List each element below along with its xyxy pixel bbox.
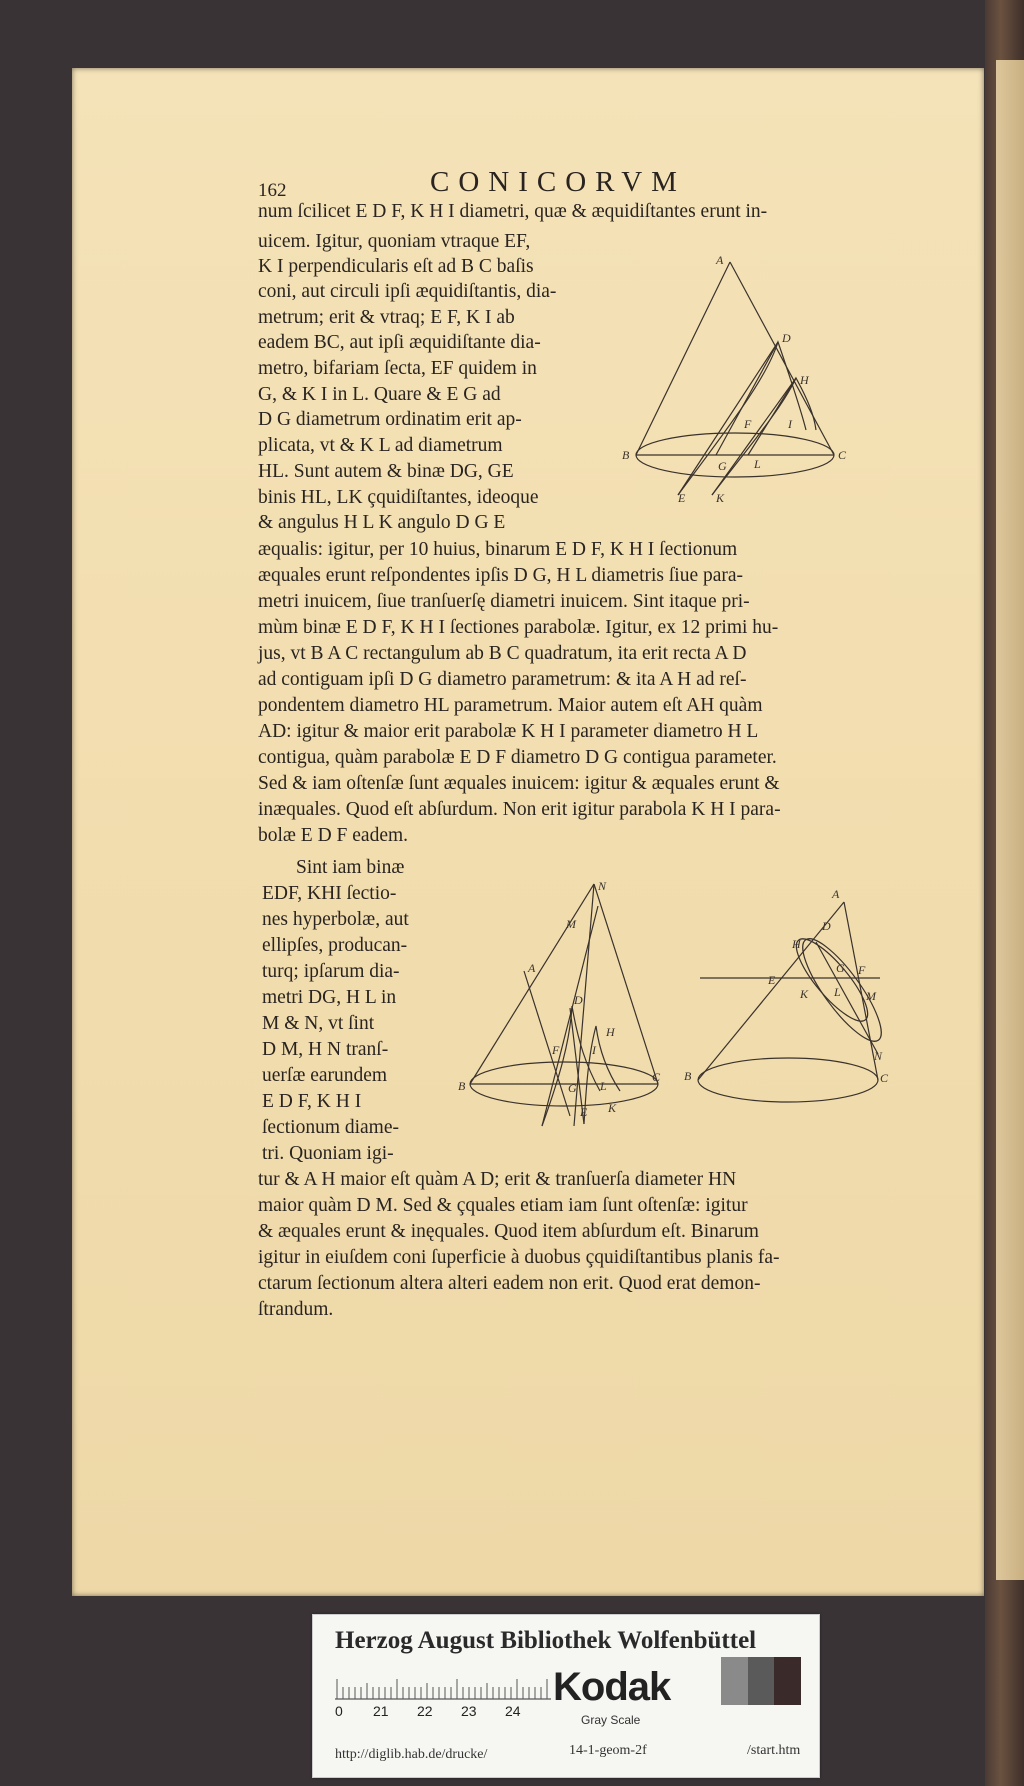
fig2-label-b: B xyxy=(458,1079,466,1093)
fig1-label-g: G xyxy=(718,459,727,473)
text-line: ſectionum diame- xyxy=(262,1117,399,1138)
ruler-number: 23 xyxy=(461,1703,477,1719)
scale-ruler xyxy=(335,1669,551,1701)
text-line: metrum; erit & vtraq; E F, K I ab xyxy=(258,307,515,328)
text-line: & angulus H L K angulo D G E xyxy=(258,512,506,533)
library-name: Herzog August Bibliothek Wolfenbüttel xyxy=(335,1627,757,1654)
url-shelfmark: 14-1-geom-2f xyxy=(569,1743,647,1758)
fig3-label-h: H xyxy=(792,937,801,951)
figure-cone-hyperbola xyxy=(460,876,676,1136)
text-line: ad contiguam ipſi D G diametro parametrum: & ita A H ad reſ- xyxy=(258,669,747,690)
ruler-number: 21 xyxy=(373,1703,389,1719)
text-line: tri. Quoniam igi- xyxy=(262,1143,394,1164)
fig3-label-f: F xyxy=(858,963,866,977)
text-line: ctarum ſectionum altera alteri eadem non erit. Quod erat demon- xyxy=(258,1273,761,1294)
fig1-label-e: E xyxy=(678,491,686,505)
fig3-label-k: K xyxy=(800,987,809,1001)
fig3-label-g: G xyxy=(836,961,845,975)
ruler-number: 24 xyxy=(505,1703,521,1719)
fig3-label-b: B xyxy=(684,1069,692,1083)
text-line: metri DG, H L in xyxy=(262,987,397,1008)
fig1-label-i: I xyxy=(788,417,792,431)
text-line: bolæ E D F eadem. xyxy=(258,825,409,846)
text-line: ellipſes, producan- xyxy=(262,935,408,956)
text-line: æquales erunt reſpondentes ipſis D G, H L diametris ſiue para- xyxy=(258,565,744,586)
running-title: CONICORVM xyxy=(430,166,686,198)
fig2-label-n: N xyxy=(598,879,607,893)
fig3-label-d: D xyxy=(822,919,831,933)
fig1-label-l: L xyxy=(754,457,761,471)
text-line: K I perpendicularis eſt ad B C baſis xyxy=(258,256,534,277)
text-line: AD: igitur & maior erit parabolæ K H I parameter diametro H L xyxy=(258,721,759,742)
fig3-label-n: N xyxy=(874,1049,883,1063)
text-line: inæquales. Quod eſt abſurdum. Non erit igitur parabola K H I para- xyxy=(258,799,781,820)
text-line: metri inuicem, ſiue tranſuerſę diametri inuicem. Sint itaque pri- xyxy=(258,591,750,612)
text-line: binis HL, LK çquidiſtantes, ideoque xyxy=(258,487,539,508)
fig2-label-e: E xyxy=(580,1105,588,1119)
text-line: tur & A H maior eſt quàm A D; erit & tranſuerſa diameter HN xyxy=(258,1169,737,1190)
text-line: D G diametrum ordinatim erit ap- xyxy=(258,409,522,430)
library-scan-card xyxy=(312,1614,820,1778)
fig3-label-c: C xyxy=(880,1071,889,1085)
fig1-label-f: F xyxy=(744,417,752,431)
page-number: 162 xyxy=(258,180,287,201)
text-line: num ſcilicet E D F, K H I diametri, quæ & æquidiſtantes erunt in- xyxy=(258,201,768,222)
figure-cone-ellipse xyxy=(680,884,900,1114)
text-line: igitur in eiuſdem coni ſuperficie à duobus çquidiſtantibus planis fa- xyxy=(258,1247,780,1268)
fig2-label-a: A xyxy=(528,961,536,975)
fig2-label-l: L xyxy=(600,1079,607,1093)
fig2-label-h: H xyxy=(606,1025,615,1039)
text-line: E D F, K H I xyxy=(262,1091,362,1112)
text-line: coni, aut circuli ipſi æquidiſtantis, dia- xyxy=(258,281,557,302)
ruler-number: 22 xyxy=(417,1703,433,1719)
fig1-label-c: C xyxy=(838,448,847,462)
text-line: Sed & iam oſtenſæ ſunt æquales inuicem: igitur & æquales erunt & xyxy=(258,773,780,794)
url-base: http://diglib.hab.de/drucke/ xyxy=(335,1747,488,1762)
text-line: & æquales erunt & inęquales. Quod item abſurdum eſt. Binarum xyxy=(258,1221,759,1242)
fig1-label-d: D xyxy=(782,331,791,345)
text-line: D M, H N tranſ- xyxy=(262,1039,389,1060)
kodak-logo: Kodak xyxy=(553,1665,671,1709)
gray-scale-swatches xyxy=(721,1657,801,1705)
text-line: M & N, vt ſint xyxy=(262,1013,375,1034)
fig2-label-k: K xyxy=(608,1101,617,1115)
ruler-number: 0 xyxy=(335,1703,343,1719)
fig3-label-m: M xyxy=(866,989,876,1003)
gray-scale-label: Gray Scale xyxy=(581,1713,641,1727)
text-line: HL. Sunt autem & binæ DG, GE xyxy=(258,461,514,482)
text-line: uerſæ earundem xyxy=(262,1065,388,1086)
text-line: contigua, quàm parabolæ E D F diametro D G contigua parameter. xyxy=(258,747,777,768)
fig2-label-g: G xyxy=(568,1081,577,1095)
fig1-label-k: K xyxy=(716,491,725,505)
next-page-edge xyxy=(996,60,1024,1580)
fig2-label-c: C xyxy=(652,1070,661,1084)
fig3-label-a: A xyxy=(832,887,840,901)
text-line: nes hyperbolæ, aut xyxy=(262,909,409,930)
url-start: /start.htm xyxy=(747,1743,801,1758)
fig2-label-d: D xyxy=(574,993,583,1007)
text-line: metro, bifariam ſecta, EF quidem in xyxy=(258,358,537,379)
fig2-label-i: I xyxy=(592,1043,596,1057)
fig1-label-h: H xyxy=(800,373,809,387)
fig1-label-a: A xyxy=(716,253,724,267)
fig1-label-b: B xyxy=(622,448,630,462)
fig3-label-l: L xyxy=(834,985,841,999)
figure-cone-parabola xyxy=(616,250,856,510)
fig3-label-e: E xyxy=(768,973,776,987)
text-line: plicata, vt & K L ad diametrum xyxy=(258,435,503,456)
text-line: ſtrandum. xyxy=(258,1299,334,1320)
text-line: EDF, KHI ſectio- xyxy=(262,883,397,904)
text-line: eadem BC, aut ipſi æquidiſtante dia- xyxy=(258,332,541,353)
text-line: G, & K I in L. Quare & E G ad xyxy=(258,384,501,405)
fig2-label-m: M xyxy=(566,917,576,931)
text-line: Sint iam binæ xyxy=(296,857,405,878)
text-line: jus, vt B A C rectangulum ab B C quadratum, ita erit recta A D xyxy=(258,643,747,664)
text-line: uicem. Igitur, quoniam vtraque EF, xyxy=(258,231,531,252)
text-line: turq; ipſarum dia- xyxy=(262,961,400,982)
fig2-label-f: F xyxy=(552,1043,560,1057)
text-line: maior quàm D M. Sed & çquales etiam iam ſunt oſtenſæ: igitur xyxy=(258,1195,748,1216)
text-line: mùm binæ E D F, K H I ſectiones parabolæ. Igitur, ex 12 primi hu- xyxy=(258,617,779,638)
text-line: pondentem diametro HL parametrum. Maior autem eſt AH quàm xyxy=(258,695,763,716)
text-line: æqualis: igitur, per 10 huius, binarum E D F, K H I ſectionum xyxy=(258,539,738,560)
